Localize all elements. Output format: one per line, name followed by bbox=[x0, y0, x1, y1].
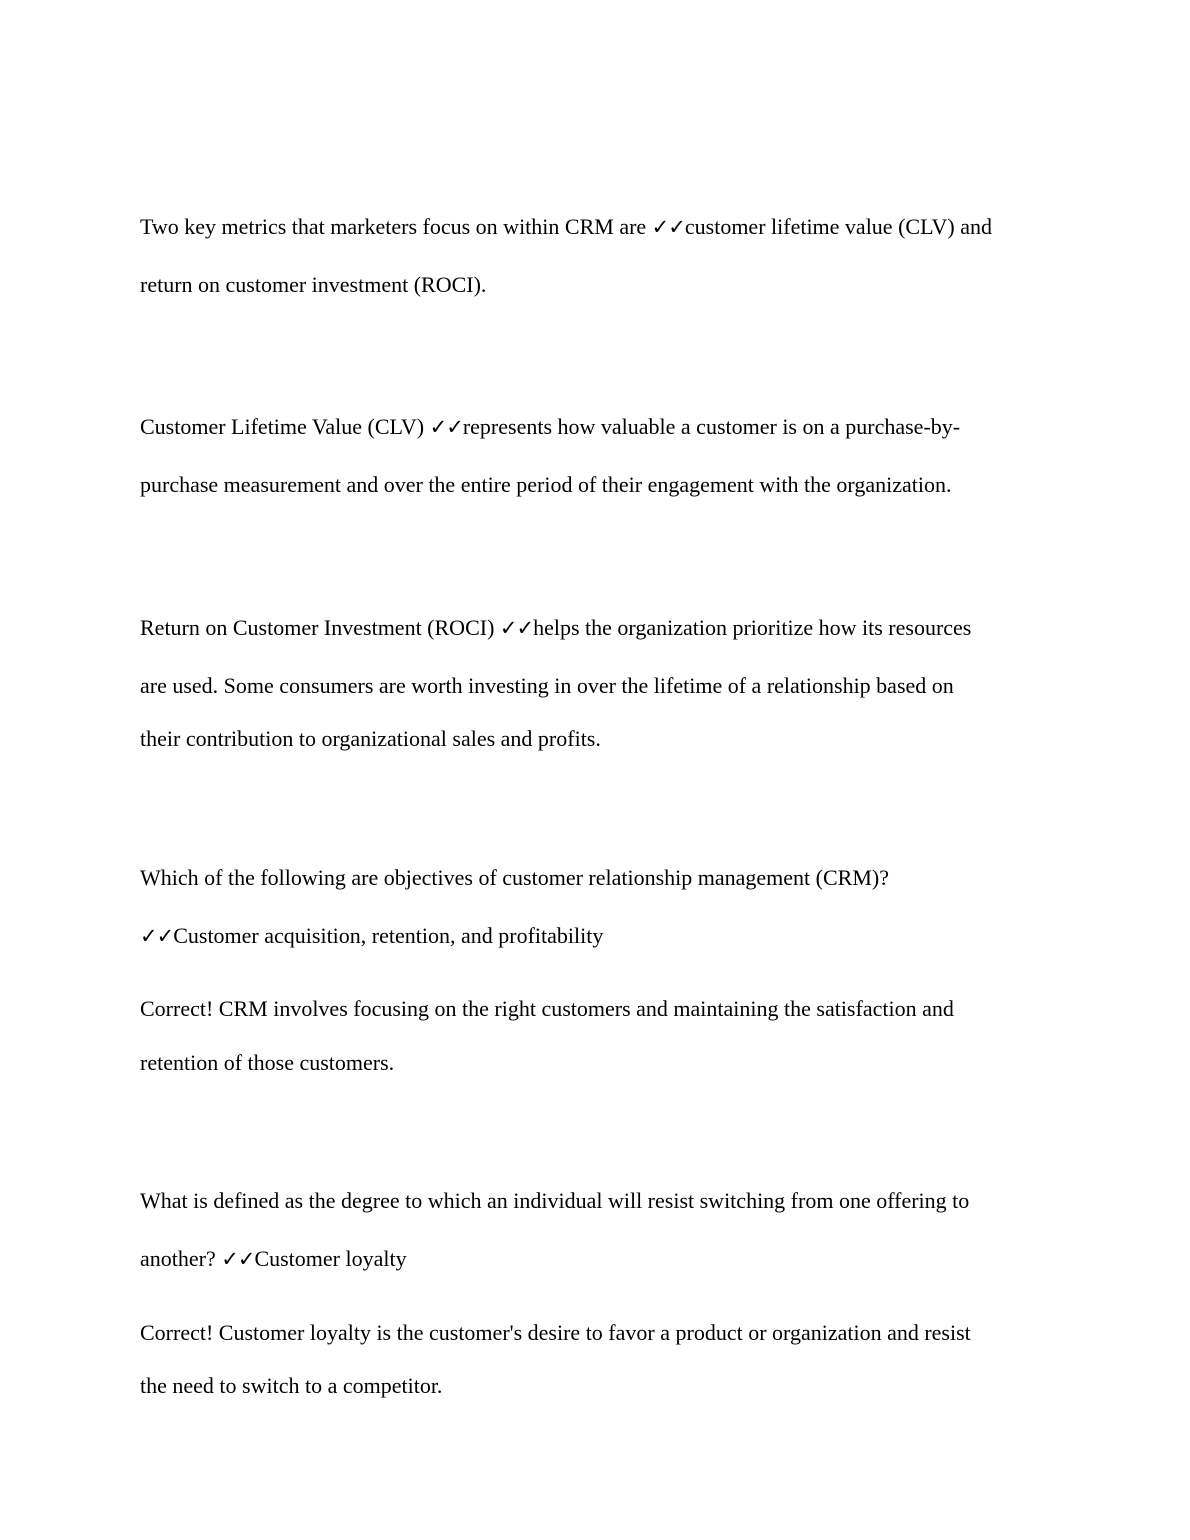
text-line bbox=[140, 724, 601, 754]
question-line bbox=[140, 863, 889, 893]
feedback-text: the need to switch to a competitor. bbox=[140, 1373, 443, 1398]
double-checkmark-icon: ✓✓ bbox=[221, 1247, 255, 1271]
feedback-text: retention of those customers. bbox=[140, 1050, 395, 1075]
line-text: their contribution to organizational sales and profits. bbox=[140, 726, 601, 751]
answer-line bbox=[140, 1244, 407, 1274]
question-text: What is defined as the degree to which an individual will resist switching from one offering to bbox=[140, 1188, 970, 1213]
text-line bbox=[140, 212, 992, 242]
text-line bbox=[140, 470, 951, 500]
feedback-line bbox=[140, 994, 954, 1024]
feedback-line bbox=[140, 1318, 971, 1348]
line-text: represents how valuable a customer is on a purchase-by- bbox=[462, 414, 961, 439]
line-text: customer lifetime value (CLV) and bbox=[684, 214, 992, 239]
answer-text: Customer acquisition, retention, and profitability bbox=[173, 923, 604, 948]
line-text: Two key metrics that marketers focus on within CRM are bbox=[140, 214, 652, 239]
line-text: Customer Lifetime Value (CLV) bbox=[140, 414, 430, 439]
double-checkmark-icon: ✓✓ bbox=[429, 415, 463, 439]
question-text: another? bbox=[140, 1246, 222, 1271]
text-line bbox=[140, 613, 971, 643]
line-text: are used. Some consumers are worth investing in over the lifetime of a relationship based on bbox=[140, 673, 954, 698]
feedback-line bbox=[140, 1048, 394, 1078]
double-checkmark-icon: ✓✓ bbox=[499, 616, 534, 640]
answer-line bbox=[140, 921, 603, 951]
text-line bbox=[140, 412, 960, 442]
feedback-text: Correct! CRM involves focusing on the right customers and maintaining the satisfaction and bbox=[140, 996, 954, 1021]
line-text: Return on Customer Investment (ROCI) bbox=[140, 615, 500, 640]
double-checkmark-icon: ✓✓ bbox=[651, 215, 685, 239]
double-checkmark-icon: ✓✓ bbox=[140, 924, 174, 948]
text-line bbox=[140, 270, 486, 300]
feedback-text: Correct! Customer loyalty is the customer's desire to favor a product or organization and resist bbox=[140, 1320, 971, 1345]
question-text: Which of the following are objectives of customer relationship management (CRM)? bbox=[140, 865, 889, 890]
answer-text: Customer loyalty bbox=[254, 1246, 407, 1271]
line-text: helps the organization prioritize how its resources bbox=[533, 615, 972, 640]
line-text: purchase measurement and over the entire period of their engagement with the organization. bbox=[140, 472, 952, 497]
text-line bbox=[140, 671, 954, 701]
feedback-line bbox=[140, 1371, 442, 1401]
line-text: return on customer investment (ROCI). bbox=[140, 272, 487, 297]
question-line bbox=[140, 1186, 969, 1216]
